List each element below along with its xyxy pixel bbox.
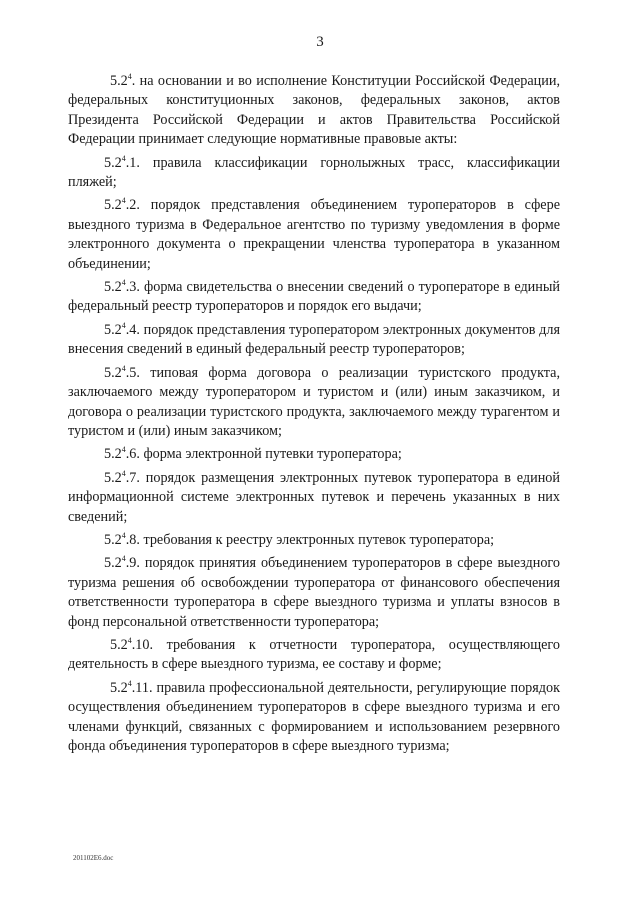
paragraph: $5.2^4.4$. порядок представления туроператором электронных документов для внесения сведений в единый федеральный реестр туроператоров; — [68, 320, 560, 358]
paragraph: $5.2^4.9$. порядок принятия объединением туроператоров в сфере выездного туризма решения об освобождении туроператора от финансового обеспечения ответственности туроператора в сфере выездного туризма и уплаты взносов в фонд персональной ответственности туроператора; — [68, 554, 560, 630]
paragraph: $5.2^4.3$. форма свидетельства о внесении сведений о туроператоре в единый федеральный реестр туроператоров и порядок его выдачи; — [68, 278, 560, 315]
paragraph: $5.2^4.5$. типовая форма договора о реализации туристского продукта, заключаемого между туроператором и туристом и (или) иным заказчиком, и договора о реализации туристского продукта, заключаемого между турагентом и туристом и (или) иным заказчиком; — [68, 363, 560, 439]
paragraph: $5.2^4.6$. форма электронной путевки туроператора; — [104, 445, 402, 463]
page-number: 3 — [316, 34, 324, 50]
paragraph: $5.2^4.2$. порядок представления объединением туроператоров в сфере выездного туризма в Федеральное агентство по туризму уведомления в форме электронного документа о прекращении членства туроператора в указанном объединении; — [68, 196, 560, 272]
paragraph: $5.2^4$. на основании и во исполнение Конституции Российской Федерации, федеральных конституционных законов, федеральных законов, актов Президента Российской Федерации и актов Правительства Российской Федерации принимает следующие нормативные правовые акты: — [68, 72, 560, 148]
paragraph: $5.2^4.8$. требования к реестру электронных путевок туроператора; — [104, 530, 495, 548]
paragraph: $5.2^4.10$. требования к отчетности туроператора, осуществляющего деятельность в сфере выездного туризма, ее составу и форме; — [68, 635, 560, 673]
paragraph: $5.2^4.7$. порядок размещения электронных путевок туроператора в единой информационной системе электронных путевок и перечень указанных в них сведений; — [68, 468, 560, 525]
paragraph: $5.2^4.11$. правила профессиональной деятельности, регулирующие порядок осуществления объединением туроператоров в сфере выездного туризма и его членами функций, связанных с формированием и использованием резервного фонда объединения туроператоров в сфере выездного туризма; — [68, 678, 560, 754]
document-body — [68, 72, 560, 760]
file-name-footer: 201102E6.doc — [73, 854, 114, 862]
paragraph: $5.2^4.1$. правила классификации горнолыжных трасс, классификации пляжей; — [68, 153, 560, 191]
